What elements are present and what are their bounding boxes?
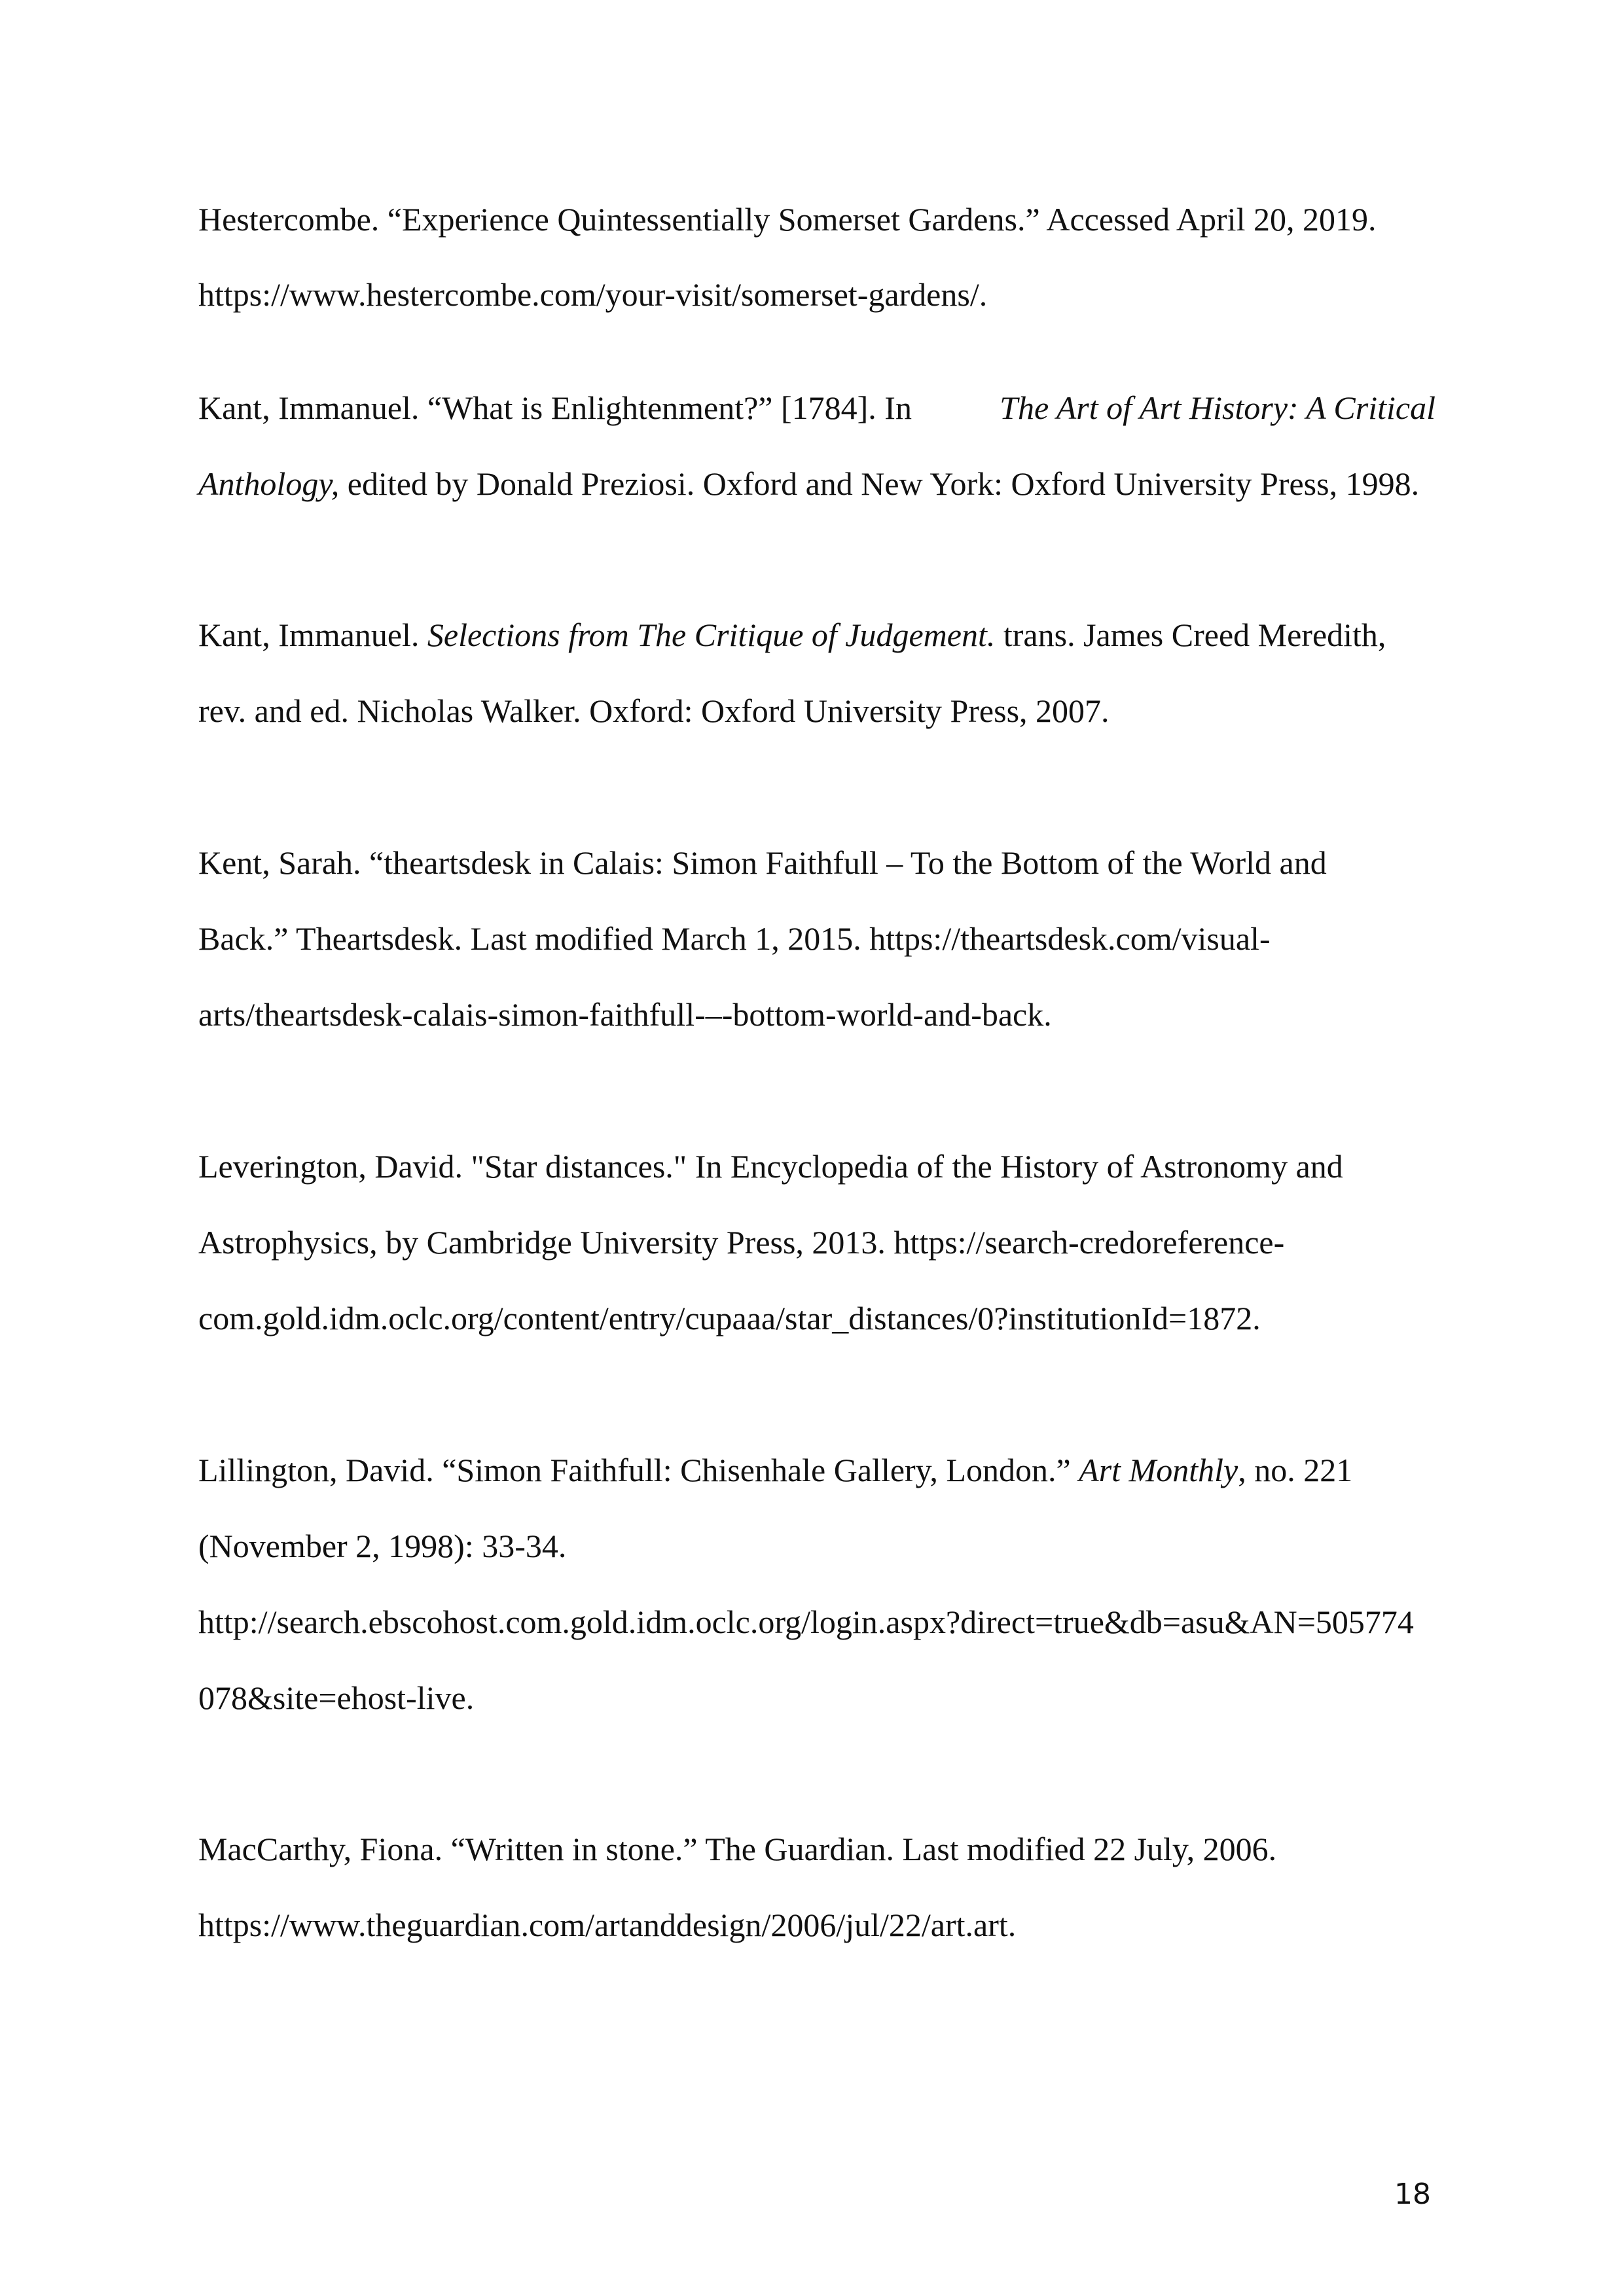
entry-lillington-line-1: [198, 1450, 1352, 1490]
entry-kant-judgement-title: Selections from The Critique of Judgement.: [427, 617, 996, 653]
entry-kant-enlightenment-title: The Art of Art History: A Critical: [1000, 389, 1435, 426]
entry-kent-line-1: Kent, Sarah. “theartsdesk in Calais: Simon Faithfull – To the Bottom of the World and: [198, 844, 1327, 881]
page-number: 18: [1394, 2178, 1431, 2211]
entry-kant-enlightenment-title-cont: Anthology,: [198, 465, 340, 502]
entry-leverington-line-1: Leverington, David. "Star distances." In Encyclopedia of the History of Astronomy and: [198, 1148, 1343, 1185]
entry-hestercombe-line-1: Hestercombe. “Experience Quintessentially Somerset Gardens.” Accessed April 20, 2019.: [198, 201, 1377, 238]
entry-kant-enlightenment-line-2: [198, 464, 1419, 503]
entry-leverington-line-3: com.gold.idm.oclc.org/content/entry/cupaaa/star_distances/0?institutionId=1872.: [198, 1300, 1261, 1336]
entry-kant-enlightenment-line-1: [198, 388, 1435, 427]
entry-kant-enlightenment-text: Kant, Immanuel. “What is Enlightenment?” [1784]. In: [198, 389, 920, 426]
entry-lillington-line-4: 078&site=ehost-live.: [198, 1679, 475, 1716]
entry-maccarthy-line-1: MacCarthy, Fiona. “Written in stone.” The Guardian. Last modified 22 July, 2006.: [198, 1831, 1277, 1867]
entry-lillington-line-3: http://search.ebscohost.com.gold.idm.oclc.org/login.aspx?direct=true&db=asu&AN=505774: [198, 1604, 1414, 1640]
entry-kant-judgement-author: Kant, Immanuel.: [198, 617, 427, 653]
entry-lillington-line-2: (November 2, 1998): 33-34.: [198, 1528, 567, 1564]
entry-lillington-journal: Art Monthly: [1079, 1452, 1238, 1488]
entry-hestercombe-line-2: https://www.hestercombe.com/your-visit/somerset-gardens/.: [198, 276, 988, 313]
entry-kant-judgement-trans: trans. James Creed Meredith,: [995, 617, 1386, 653]
entry-kant-judgement-line-2: rev. and ed. Nicholas Walker. Oxford: Oxford University Press, 2007.: [198, 692, 1110, 729]
entry-kent-line-2: Back.” Theartsdesk. Last modified March 1, 2015. https://theartsdesk.com/visual-: [198, 920, 1271, 957]
entry-maccarthy-line-2: https://www.theguardian.com/artanddesign/2006/jul/22/art.art.: [198, 1907, 1017, 1943]
entry-kant-enlightenment-publisher: edited by Donald Preziosi. Oxford and New York: Oxford University Press, 1998.: [339, 465, 1420, 502]
entry-lillington-text: Lillington, David. “Simon Faithfull: Chisenhale Gallery, London.”: [198, 1452, 1079, 1488]
entry-kent-line-3: arts/theartsdesk-calais-simon-faithfull-–-bottom-world-and-back.: [198, 996, 1052, 1033]
entry-lillington-issue: , no. 221: [1238, 1452, 1353, 1488]
entry-kant-judgement-line-1: [198, 615, 1435, 655]
entry-leverington-line-2: Astrophysics, by Cambridge University Press, 2013. https://search-credoreference-: [198, 1224, 1285, 1261]
